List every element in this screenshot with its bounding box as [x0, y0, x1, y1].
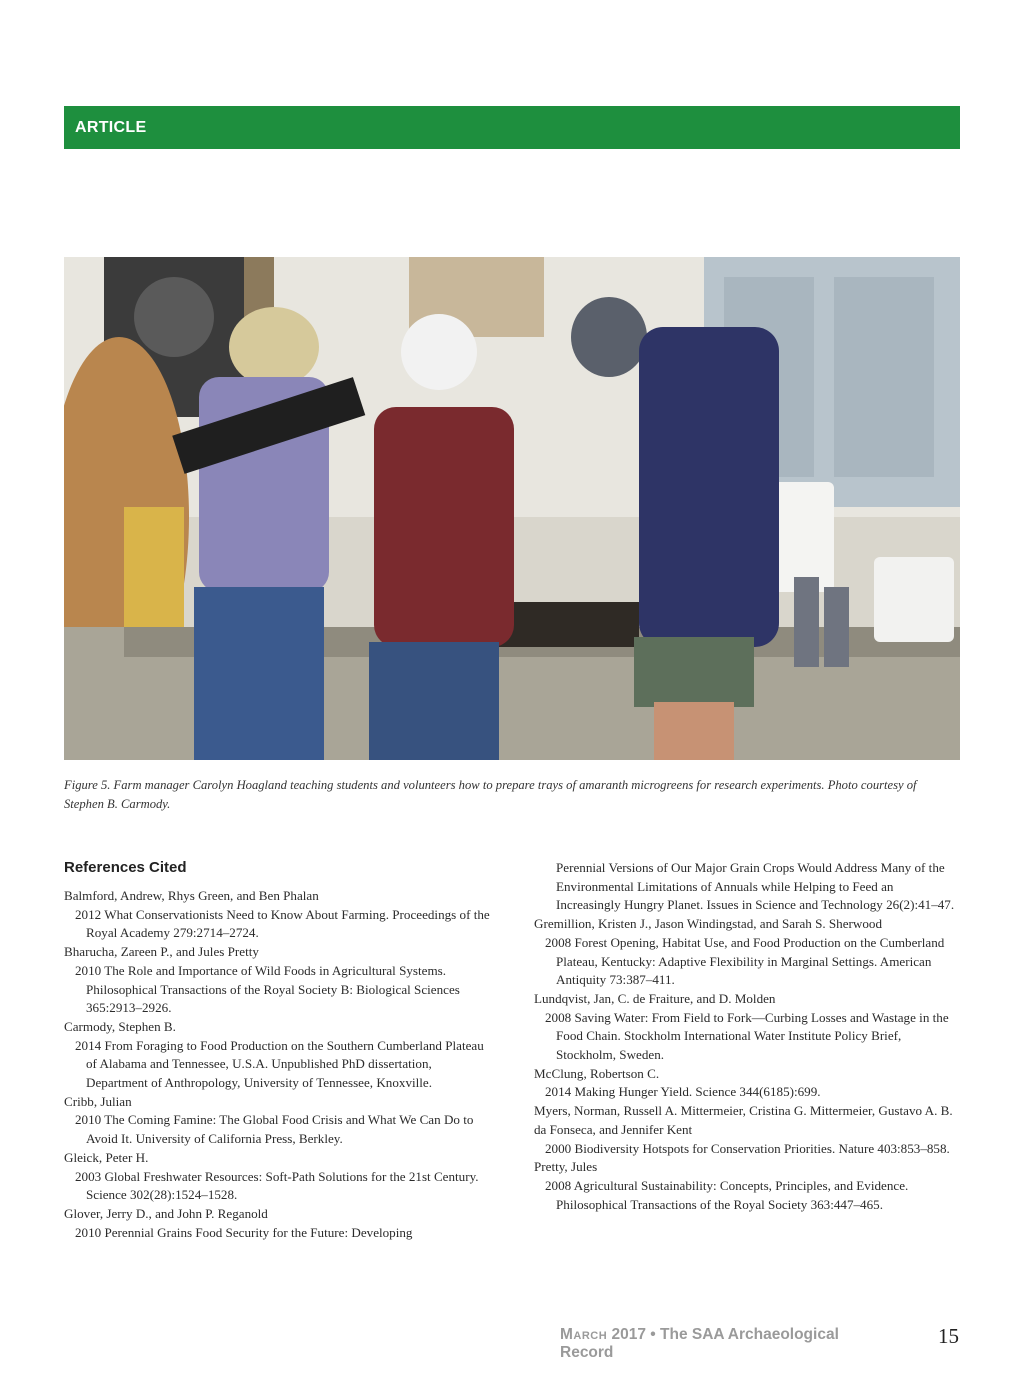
references-left-column — [64, 887, 494, 1242]
footer-journal: 2017 • The SAA Archaeological Record — [560, 1326, 839, 1361]
reference-entry: 2008 Agricultural Sustainability: Concepts, Principles, and Evidence. Philosophical Transactions of the Royal Society 363:447–465. — [545, 1177, 909, 1212]
reference-entry: 2003 Global Freshwater Resources: Soft-Path Solutions for the 21st Century. Science 302(28):1524–1528. — [75, 1168, 479, 1203]
reference-author: Gleick, Peter H. — [64, 1149, 149, 1165]
reference-author: Cribb, Julian — [64, 1093, 132, 1109]
reference-entry: 2010 The Role and Importance of Wild Foods in Agricultural Systems. Philosophical Transactions of the Royal Society B: Biological Sciences 365:2913–2926. — [75, 962, 460, 1016]
reference-entry: 2010 The Coming Famine: The Global Food Crisis and What We Can Do to Avoid It. University of California Press, Berkley. — [75, 1112, 474, 1147]
reference-entry: 2014 From Foraging to Food Production on the Southern Cumberland Plateau of Alabama and Tennessee, U.S.A. Unpublished PhD dissertation, Department of Anthropology, University of Tennessee, Knoxville. — [75, 1037, 484, 1091]
reference-author: McClung, Robertson C. — [534, 1065, 660, 1081]
figure-photo — [64, 257, 960, 760]
reference-author: Lundqvist, Jan, C. de Fraiture, and D. Molden — [534, 990, 776, 1006]
figure-caption: Figure 5. Farm manager Carolyn Hoagland teaching students and volunteers how to prepare trays of amaranth microgreens for research experiments. Photo courtesy of Stephen B. Carmody. — [64, 778, 917, 811]
reference-entry: Perennial Versions of Our Major Grain Crops Would Address Many of the Environmental Limitations of Annuals while Helping to Feed an Increasingly Hungry Planet. Issues in Science and Technology 26(2):41–47. — [556, 860, 955, 913]
reference-author: Myers, Norman, Russell A. Mittermeier, Cristina G. Mittermeier, Gustavo A. B. da Fonseca, and Jennifer Kent — [534, 1103, 953, 1137]
references-right-column — [534, 859, 960, 1214]
section-label: ARTICLE — [75, 118, 147, 136]
references-heading: References Cited — [64, 859, 187, 876]
section-banner — [64, 106, 960, 149]
page-number: 15 — [938, 1324, 959, 1348]
reference-entry: 2010 Perennial Grains Food Security for the Future: Developing — [75, 1224, 413, 1240]
reference-author: Gremillion, Kristen J., Jason Windingstad, and Sarah S. Sherwood — [534, 916, 883, 932]
reference-entry: 2008 Forest Opening, Habitat Use, and Food Production on the Cumberland Plateau, Kentucky: Adaptive Flexibility in Marginal Settings. American Antiquity 73:387–411. — [545, 934, 945, 988]
reference-author: Glover, Jerry D., and John P. Reganold — [64, 1205, 268, 1221]
reference-author: Balmford, Andrew, Rhys Green, and Ben Phalan — [64, 888, 319, 903]
reference-entry: 2014 Making Hunger Yield. Science 344(6185):699. — [545, 1084, 821, 1100]
reference-author: Bharucha, Zareen P., and Jules Pretty — [64, 944, 259, 960]
page-footer — [560, 1326, 896, 1362]
reference-author: Pretty, Jules — [534, 1159, 598, 1175]
reference-author: Carmody, Stephen B. — [64, 1018, 176, 1034]
reference-entry: 2008 Saving Water: From Field to Fork—Curbing Losses and Wastage in the Food Chain. Stockholm International Water Institute Policy Brief, Stockholm, Sweden. — [545, 1009, 949, 1063]
reference-entry: 2000 Biodiversity Hotspots for Conservation Priorities. Nature 403:853–858. — [545, 1140, 950, 1156]
reference-entry: 2012 What Conservationists Need to Know About Farming. Proceedings of the Royal Academy 279:2714–2724. — [75, 906, 490, 941]
footer-month: March — [560, 1326, 608, 1343]
